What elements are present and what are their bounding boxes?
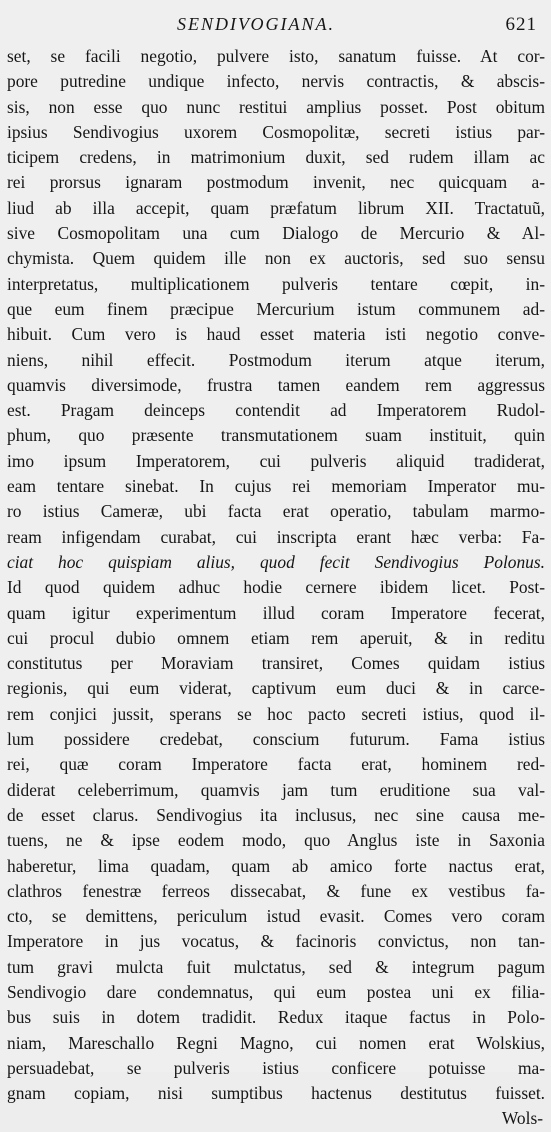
text-line: phum, quo præsente transmutationem suam instituit, quin	[7, 425, 545, 446]
page-number: 621	[505, 14, 537, 35]
text-line: rem conjici jussit, sperans se hoc pacto secreti istius, quod il-	[7, 703, 545, 724]
text-line: persuadebat, se pulveris istius conficere potuisse ma-	[7, 1057, 545, 1078]
text-line: est. Pragam deinceps contendit ad Imperatorem Rudol-	[7, 400, 545, 421]
text-line: ro istius Cameræ, ubi facta erat operatio, tabulam marmo-	[7, 501, 545, 522]
text-line: Id quod quidem adhuc hodie cernere ibidem licet. Post-	[7, 577, 545, 598]
text-line: tuens, ne & ipse eodem modo, quo Anglus iste in Saxonia	[7, 830, 545, 851]
text-line: que eum finem præcipue Mercurium istum communem ad-	[7, 298, 545, 319]
text-line: gnam copiam, nisi sumptibus hactenus destitutus fuisset.	[7, 1083, 545, 1104]
text-line: niam, Mareschallo Regni Magno, cui nomen erat Wolskius,	[7, 1032, 545, 1053]
page-header	[7, 10, 545, 44]
text-line: rei prorsus ignaram postmodum invenit, nec quicquam a-	[7, 172, 545, 193]
text-line: regionis, qui eum viderat, captivum eum duci & in carce-	[7, 678, 545, 699]
text-line: tum gravi mulcta fuit mulctatus, sed & integrum pagum	[7, 956, 545, 977]
text-line: chymista. Quem quidem ille non ex auctoris, sed suo sensu	[7, 248, 545, 269]
text-line: pore putredine undique infecto, nervis contractis, & abscis-	[7, 71, 545, 92]
text-line: haberetur, lima quadam, quam ab amico forte nactus erat,	[7, 855, 545, 876]
text-line: set, se facili negotio, pulvere isto, sanatum fuisse. At cor-	[7, 46, 545, 66]
text-line: hibuit. Cum vero is haud esset materia isti negotio conve-	[7, 324, 545, 345]
body-text	[7, 44, 545, 1132]
text-line: clathros fenestræ ferreos dissecabat, & fune ex vestibus fa-	[7, 880, 545, 901]
running-head: SENDIVOGIANA.	[177, 14, 335, 34]
text-line: sive Cosmopolitam una cum Dialogo de Mercurio & Al-	[7, 223, 545, 244]
text-line: quam igitur experimentum illud coram Imperatore fecerat,	[7, 602, 545, 623]
text-line: ream infigendam curabat, cui inscripta erant hæc verba: Fa-	[7, 526, 545, 547]
text-line: Imperatore in jus vocatus, & facinoris convictus, non tan-	[7, 931, 545, 952]
text-line: ciat hoc quispiam alius, quod fecit Sendivogius Polonus.	[7, 551, 545, 572]
text-line: diderat celeberrimum, quamvis jam tum eruditione sua val-	[7, 779, 545, 800]
text-line: cui procul dubio omnem etiam rem aperuit, & in reditu	[7, 627, 545, 648]
text-line: lum possidere credebat, conscium futurum. Fama istius	[7, 729, 545, 750]
text-line: liud ab illa accepit, quam præfatum librum XII. Tractatuũ,	[7, 197, 545, 218]
text-line: constitutus per Moraviam transiret, Comes quidam istius	[7, 653, 545, 674]
catchword: Wols-	[501, 1108, 543, 1129]
text-line: cto, se demittens, periculum istud evasit. Comes vero coram	[7, 906, 545, 927]
text-line: sis, non esse quo nunc restitui amplius posset. Post obitum	[7, 96, 545, 117]
text-line: quamvis diversimode, frustra tamen eandem rem aggressus	[7, 374, 545, 395]
text-line: de esset clarus. Sendivogius ita inclusus, nec sine causa me-	[7, 804, 545, 825]
text-line: imo ipsum Imperatorem, cui pulveris aliquid tradiderat,	[7, 450, 545, 471]
text-line: ipsius Sendivogius uxorem Cosmopolitæ, secreti istius par-	[7, 121, 545, 142]
text-line: bus suis in dotem tradidit. Redux itaque factus in Polo-	[7, 1007, 545, 1028]
text-line: eam tentare sinebat. In cujus rei memoriam Imperator mu-	[7, 476, 545, 497]
text-line: rei, quæ coram Imperatore facta erat, hominem red-	[7, 754, 545, 775]
text-line: interpretatus, multiplicationem pulveris tentare cœpit, in-	[7, 273, 545, 294]
text-line: niens, nihil effecit. Postmodum iterum atque iterum,	[7, 349, 545, 370]
text-line: Sendivogio dare condemnatus, qui eum postea uni ex filia-	[7, 981, 545, 1002]
text-line: ticipem credens, in matrimonium duxit, sed rudem illam ac	[7, 147, 545, 168]
